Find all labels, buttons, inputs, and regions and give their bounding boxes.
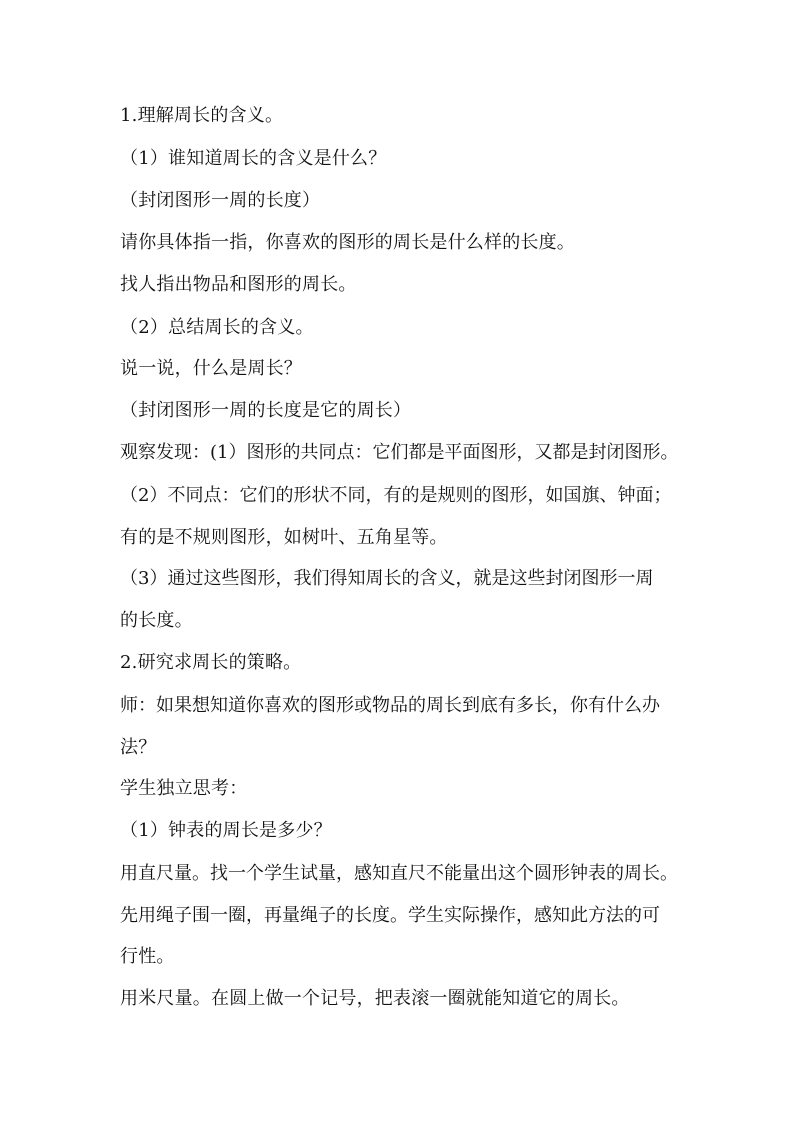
paragraph-line: 学生独立思考： (120, 778, 248, 799)
paragraph-line: 请你具体指一指，你喜欢的图形的周长是什么样的长度。 (120, 232, 575, 253)
paragraph-line: 先用绳子围一圈，再量绳子的长度。学生实际操作，感知此方法的可 (120, 905, 660, 926)
paragraph-line: 有的是不规则图形，如树叶、五角星等。 (120, 527, 448, 548)
paragraph-line: 说一说，什么是周长？ (120, 358, 302, 379)
paragraph-line: （1）钟表的周长是多少？ (120, 820, 332, 841)
paragraph-line: （2）不同点：它们的形状不同，有的是规则的图形，如国旗、钟面； (120, 485, 672, 506)
paragraph-line: （2）总结周长的含义。 (120, 317, 314, 338)
section-heading-1: 1.理解周长的含义。 (120, 105, 284, 126)
paragraph-line: （3）通过这些图形，我们得知周长的含义，就是这些封闭图形一周 (120, 568, 654, 589)
paragraph-line: （封闭图形一周的长度是它的周长） (120, 400, 412, 421)
paragraph-line: （1）谁知道周长的含义是什么？ (120, 148, 387, 169)
paragraph-line: 观察发现：(1）图形的共同点：它们都是平面图形，又都是封闭图形。 (120, 442, 679, 463)
paragraph-line: 用直尺量。找一个学生试量，感知直尺不能量出这个圆形钟表的周长。 (120, 863, 678, 884)
section-heading-2: 2.研究求周长的策略。 (120, 652, 302, 673)
paragraph-line: （封闭图形一周的长度） (120, 190, 321, 211)
paragraph-line: 的长度。 (120, 610, 193, 631)
paragraph-line: 找人指出物品和图形的周长。 (120, 274, 357, 295)
paragraph-line: 师：如果想知道你喜欢的图形或物品的周长到底有多长，你有什么办 (120, 695, 660, 716)
paragraph-line: 行性。 (120, 946, 175, 967)
paragraph-line: 法？ (120, 737, 157, 758)
paragraph-line: 用米尺量。在圆上做一个记号，把表滚一圈就能知道它的周长。 (120, 988, 630, 1009)
